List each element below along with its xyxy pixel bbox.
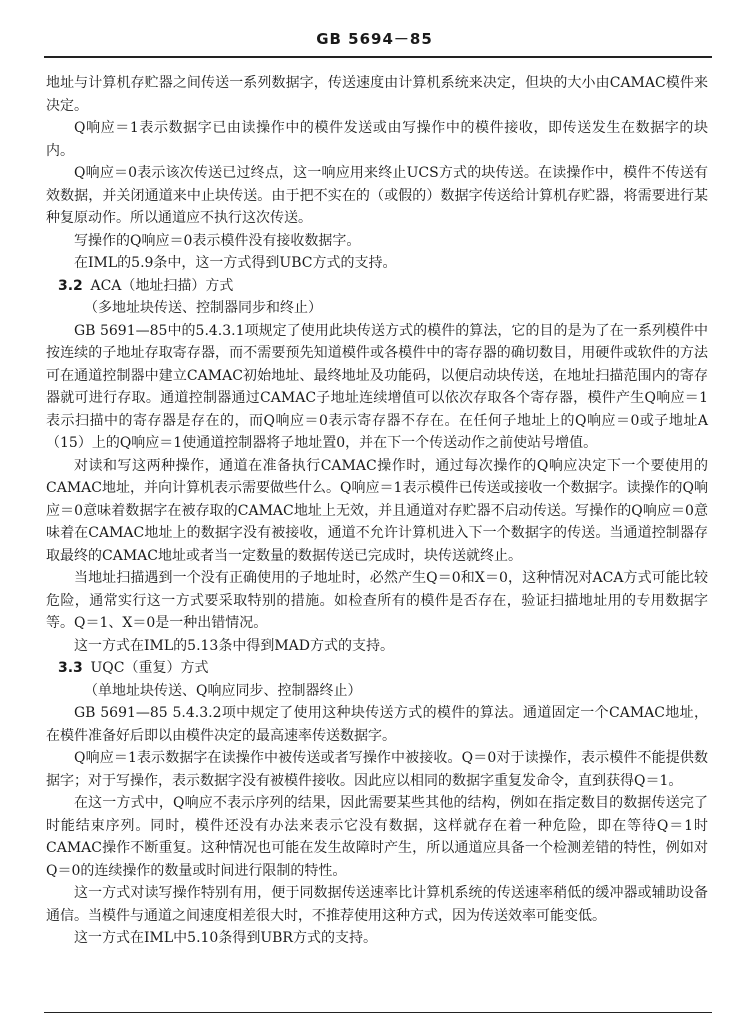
section-subtitle: （单地址块传送、Q响应同步、控制器终止）	[84, 682, 362, 699]
section-heading-3-2	[46, 275, 708, 298]
paragraph: 当地址扫描遇到一个没有正确使用的子地址时，必然产生Q＝0和X＝0，这种情况对ACA方式可能比较危险，通常实行这一方式要采取特别的措施。如检查所有的模件是否存在，验证扫描地址用的专用数据字等。Q＝1、X＝0是一种出错情况。	[46, 570, 708, 631]
paragraph: Q响应＝1表示数据字在读操作中被传送或者写操作中被接收。Q＝0对于读操作，表示模件不能提供数据字；对于写操作，表示数据字没有被模件接收。因此应以相同的数据字重复发命令，直到获得Q＝1。	[46, 750, 708, 789]
paragraph: GB 5691—85中的5.4.3.1项规定了使用此块传送方式的模件的算法，它的目的是为了在一系列模件中按连续的子地址存取寄存器，而不需要预先知道模件或各模件中的寄存器的确切数目，用硬件或软件的方法可在通道控制器中建立CAMAC初始地址、最终地址及功能码，以便启动块传送，在地址扫描范围内的寄存器就可进行存取。通道控制器通过CAMAC子地址连续增值可以依次存取各个寄存器，模件产生Q响应＝1表示扫描中的寄存器是存在的，而Q响应＝0表示寄存器不存在。在任何子地址上的Q响应＝0或子地址A（15）上的Q响应＝1使通道控制器将子地址置0，并在下一个传送动作之前使站号增值。	[46, 322, 708, 451]
paragraph: 这一方式对读写操作特别有用，便于同数据传送速率比计算机系统的传送速率稍低的缓冲器或辅助设备通信。当模件与通道之间速度相差很大时，不推荐使用这种方式，因为传送效率可能变低。	[46, 885, 708, 924]
section-heading-3-3	[46, 657, 708, 680]
paragraph: 写操作的Q响应＝0表示模件没有接收数据字。	[74, 232, 361, 249]
section-subtitle: （多地址块传送、控制器同步和终止）	[84, 300, 322, 316]
paragraph: 在这一方式中，Q响应不表示序列的结果，因此需要某些其他的结构，例如在指定数目的数据传送完了时能结束序列。同时，模件还没有办法来表示它没有数据，这样就存在着一种危险，即在等待Q＝1时CAMAC操作不断重复。这种情况也可能在发生故障时产生，所以通道应具备一个检测差错的特性，例如对Q＝0的连续操作的数量或时间进行限制的特性。	[46, 795, 708, 879]
paragraph: 对读和写这两种操作，通道在准备执行CAMAC操作时，通过每次操作的Q响应决定下一个要使用的CAMAC地址，并向计算机表示需要做些什么。Q响应＝1表示模件已传送或接收一个数据字。读操作的Q响应＝0意味着数据字在被存取的CAMAC地址上无效，并且通道对存贮器不启动传送。写操作的Q响应＝0意味着在CAMAC地址上的数据字没有被接收，通道不允许计算机进入下一个数据字的传送。当通道控制器存取最终的CAMAC地址或者当一定数量的数据传送已完成时，块传送就终止。	[46, 457, 708, 564]
paragraph: 这一方式在IML的5.13条中得到MAD方式的支持。	[74, 637, 395, 654]
section-number: 3.2	[58, 277, 83, 294]
paragraph: Q响应＝0表示该次传送已过终点，这一响应用来终止UCS方式的块传送。在读操作中，模件不传送有效数据，并关闭通道来中止块传送。由于把不实在的（或假的）数据字传送给计算机存贮器，将需要进行某种复原动作。所以通道应不执行这次传送。	[46, 165, 708, 226]
page-header: GB 5694－85	[316, 30, 433, 48]
paragraph: 这一方式在IML中5.10条得到UBR方式的支持。	[74, 930, 377, 946]
paragraph: 地址与计算机存贮器之间传送一系列数据字，传送速度由计算机系统来决定，但块的大小由CAMAC模件来决定。	[46, 75, 708, 114]
document-body	[46, 72, 708, 950]
paragraph: 在IML的5.9条中，这一方式得到UBC方式的支持。	[74, 255, 397, 271]
paragraph: GB 5691—85 5.4.3.2项中规定了使用这种块传送方式的模件的算法。通道固定一个CAMAC地址，在模件准备好后即以由模件决定的最高速率传送数据字。	[46, 705, 708, 744]
header-rule	[44, 56, 712, 58]
section-title: UQC（重复）方式	[90, 660, 209, 676]
section-title: ACA（地址扫描）方式	[90, 277, 234, 294]
paragraph: Q响应＝1表示数据字已由读操作中的模件发送或由写操作中的模件接收，即传送发生在数据字的块内。	[46, 120, 708, 159]
footer-rule	[44, 1012, 712, 1013]
section-number: 3.3	[58, 660, 83, 676]
